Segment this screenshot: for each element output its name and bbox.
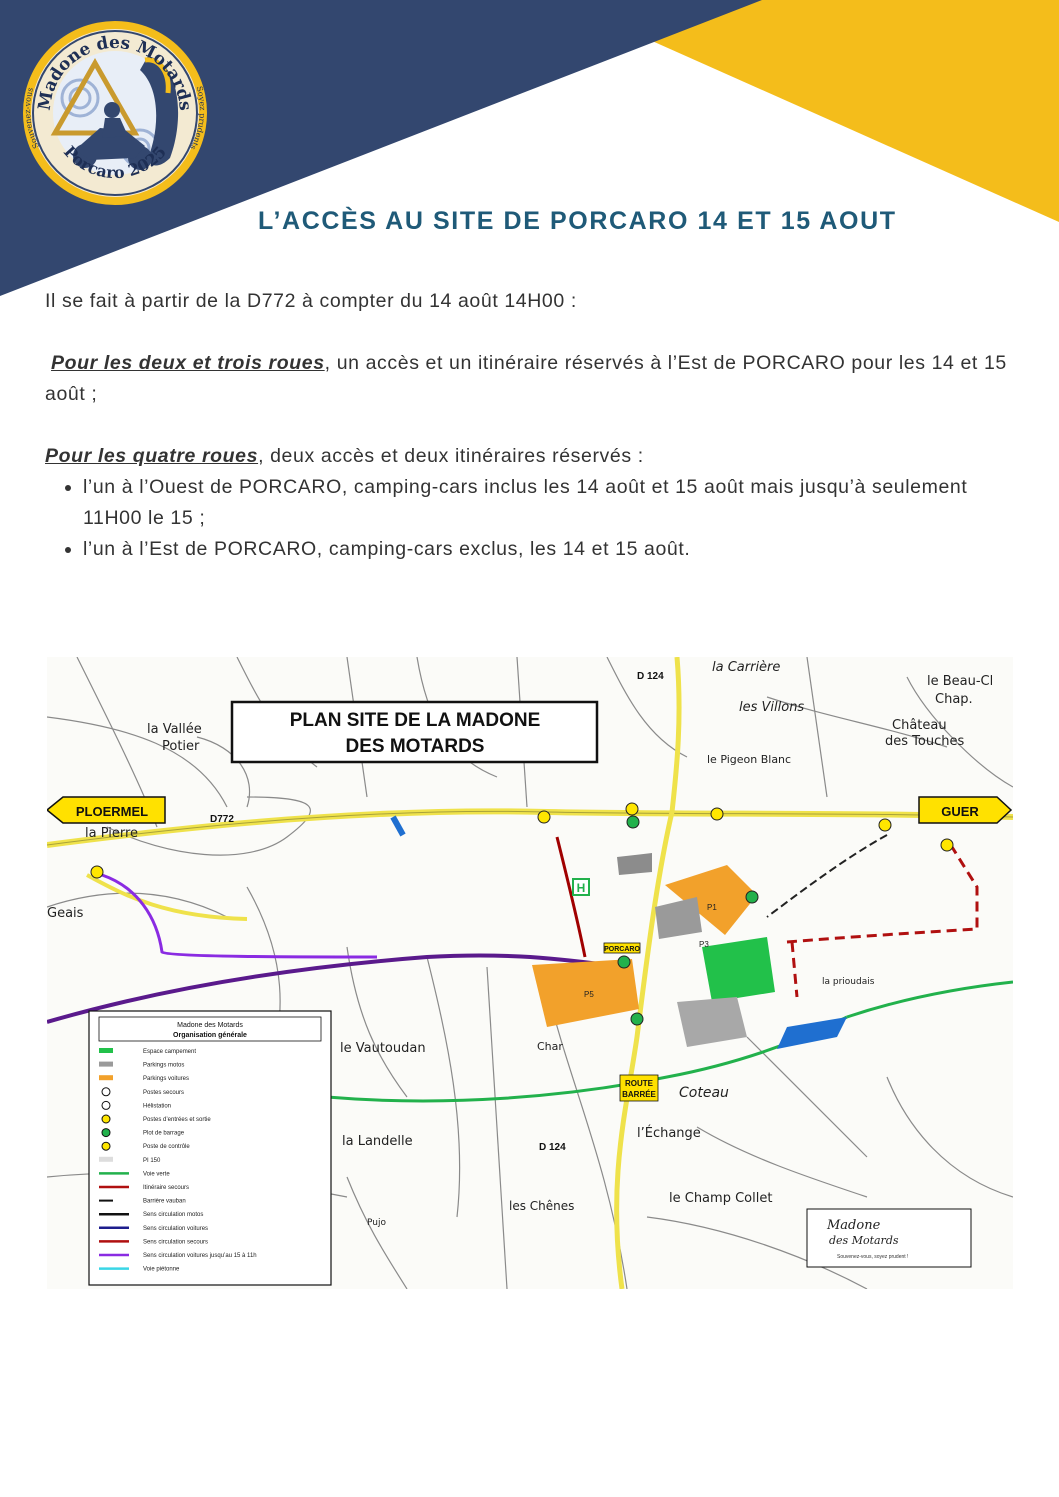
two-wheels-heading: Pour les deux et trois roues [51,352,325,374]
logo-arc-top: Madone des Motards [34,32,196,112]
legend-item: Voie verte [143,1171,170,1178]
route-barree-label-1: ROUTE [625,1079,653,1088]
site-map [47,657,1013,1289]
four-wheels-text: , deux accès et deux itinéraires réservés : [258,445,644,467]
road-d124-top: D 124 [637,671,664,682]
legend-item: Postes secours [143,1089,185,1096]
place-label: Geais [47,906,84,921]
helipad-icon: H [576,881,586,895]
two-wheels-paragraph [45,348,1020,410]
list-item: • l’un à l’Est de PORCARO, camping-cars exclus, les 14 et 15 août. [83,534,1020,565]
four-wheels-paragraph [45,441,1020,472]
legend-item: Parkings motos [143,1062,185,1069]
legend-item: Sens circulation secours [143,1239,209,1246]
route-barree-label-2: BARRÉE [622,1090,656,1099]
body-text [45,286,1020,565]
madone-logo [20,18,210,208]
legend-item: Plot de barrage [143,1130,185,1137]
place-label: la Carrière [712,660,781,675]
legend-item: PI 150 [143,1157,161,1164]
legend-item: Itinéraire secours [143,1185,190,1191]
place-label: le Pigeon Blanc [707,753,792,766]
legend-item: Hélistation [143,1103,172,1110]
place-label: la Vallée [147,722,202,737]
legend-swatch [99,1062,113,1067]
two-wheels-text: , un accès et un itinéraire réservés à l’Est de PORCARO pour les 14 et 15 août ; [45,352,1007,405]
place-label: la Pierre [85,826,139,841]
road-d772: D772 [210,814,234,825]
legend-swatch [102,1088,110,1096]
legend-item: Espace campement [143,1049,197,1055]
legend-swatch [102,1129,110,1137]
parking-p1-label: P1 [707,903,717,912]
place-label: Coteau [679,1085,729,1101]
legend-swatch [99,1048,113,1053]
list-item: • l’un à l’Ouest de PORCARO, camping-cars inclus les 14 août et 15 août mais jusqu’à seulement 11H00 le 15 ; [83,472,1020,534]
page-title: L’ACCÈS AU SITE DE PORCARO 14 ET 15 AOUT [258,207,897,235]
place-label: la Landelle [342,1134,413,1149]
legend-item: Sens circulation voitures jusqu’au 15 à 11h [143,1253,257,1259]
legend-title2: Organisation générale [173,1032,247,1039]
place-label: Chap. [935,692,973,707]
legend-item: Sens circulation voitures [143,1225,209,1232]
badge-line2: des Motards [829,1234,899,1247]
place-label: Potier [162,739,200,754]
intro-paragraph: Il se fait à partir de la D772 à compter du 14 août 14H00 : [45,290,577,312]
sign-guer: GUER [941,804,979,819]
legend-item: Postes d’entrées et sortie [143,1117,211,1123]
place-label: Pujo [367,1218,386,1228]
place-label: le Beau-Cl [927,674,994,689]
logo-arc-bottom: Porcaro 2025 [59,142,171,183]
place-label: des Touches [885,734,965,749]
place-label: la prioudais [822,977,875,987]
porcaro-label: PORCARO [604,946,640,953]
legend-swatch [99,1075,113,1080]
parking-p3-label: P3 [699,940,709,949]
place-label: les Chênes [509,1199,575,1213]
place-label: Char [537,1040,563,1053]
logo-arc-left: Souvenez-vous [23,86,42,150]
road-d124-bottom: D 124 [539,1142,566,1153]
badge-line3: Souvenez-vous, soyez prudent ! [837,1254,909,1260]
map-legend [89,1011,331,1285]
place-label: le Champ Collet [669,1191,773,1206]
legend-item: Sens circulation motos [143,1212,204,1219]
map-title-line1: PLAN SITE DE LA MADONE [289,710,541,731]
legend-swatch [102,1115,110,1123]
place-label: Château [892,718,947,733]
place-label: les Villons [739,700,805,715]
four-wheels-heading: Pour les quatre roues [45,445,259,467]
place-label: l’Échange [637,1126,701,1141]
legend-item: Parkings voitures [143,1076,190,1083]
legend-swatch [99,1157,113,1162]
madone-badge [807,1209,971,1267]
legend-item: Barrière vauban [143,1198,186,1205]
badge-line1: Madone [827,1218,881,1233]
legend-title1: Madone des Motards [177,1022,243,1029]
legend-swatch [102,1101,110,1109]
legend-swatch [102,1142,110,1150]
map-title-line2: DES MOTARDS [345,736,485,757]
place-label: le Vautoudan [340,1041,426,1056]
legend-item: Voie piétonne [143,1266,180,1273]
logo-arc-right: Soyez prudents [188,85,207,152]
access-list [45,472,1020,565]
sign-ploermel: PLOERMEL [75,804,149,819]
parking-p5-label: P5 [584,990,594,999]
legend-item: Poste de contrôle [143,1144,190,1151]
